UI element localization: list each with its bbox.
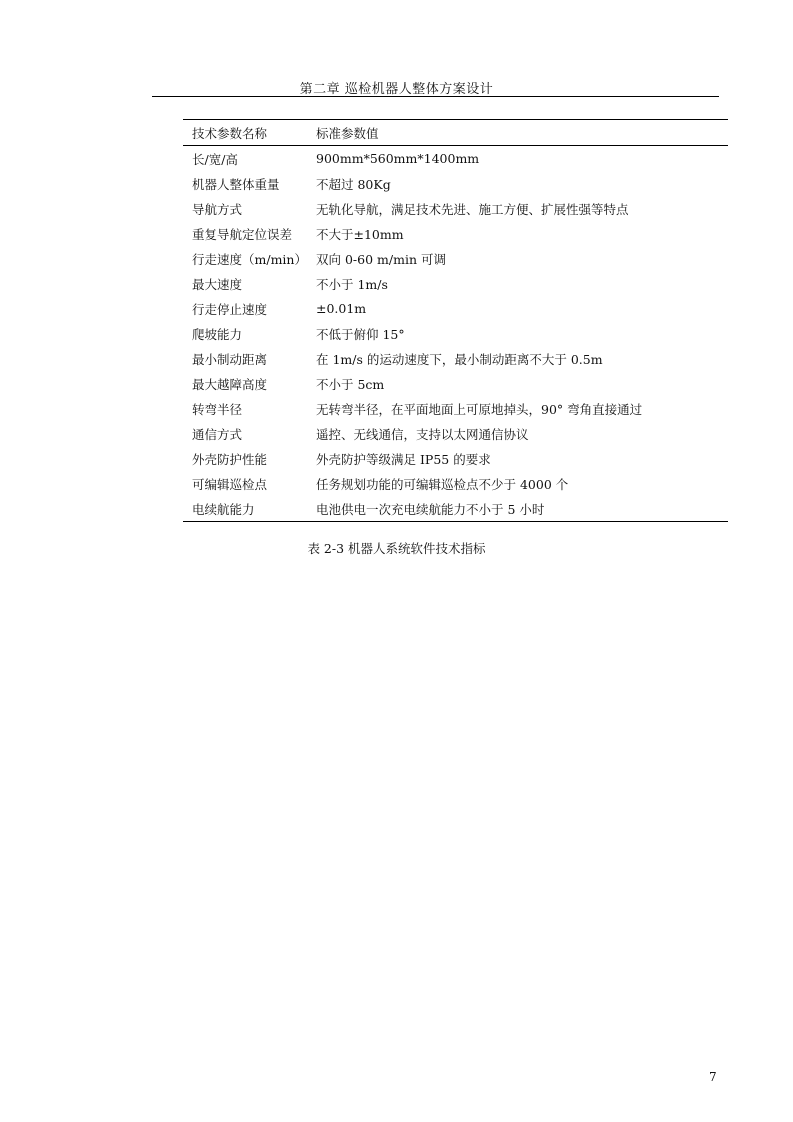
table-row	[183, 346, 728, 371]
table-caption: 表 2-3 机器人系统软件技术指标	[307, 541, 486, 556]
table-row	[183, 371, 728, 396]
param-value: 在 1m/s 的运动速度下，最小制动距离不大于 0.5m	[316, 351, 603, 367]
table-row	[183, 421, 728, 446]
param-value: 无轨化导航，满足技术先进、施工方便、扩展性强等特点	[316, 201, 629, 217]
param-name: 通信方式	[192, 426, 243, 442]
param-value: 双向 0-60 m/min 可调	[316, 251, 446, 267]
param-name: 长/宽/高	[192, 151, 238, 167]
param-value: 不小于 5cm	[316, 376, 385, 392]
table-row	[183, 396, 728, 421]
param-name: 最小制动距离	[192, 351, 268, 367]
page-number: 7	[709, 1070, 717, 1084]
table-row	[183, 196, 728, 221]
param-name: 转弯半径	[192, 401, 243, 417]
param-value: 遥控、无线通信，支持以太网通信协议	[316, 426, 529, 442]
param-value: 不低于俯仰 15°	[316, 326, 405, 342]
param-value: 不大于±10mm	[316, 226, 404, 242]
param-value: ±0.01m	[316, 301, 367, 316]
header-divider	[152, 96, 719, 97]
table-row	[183, 446, 728, 471]
param-value: 外壳防护等级满足 IP55 的要求	[316, 451, 491, 467]
table-row	[183, 321, 728, 346]
column-header-param: 技术参数名称	[192, 125, 268, 141]
param-name: 可编辑巡检点	[192, 476, 268, 492]
param-value: 任务规划功能的可编辑巡检点不少于 4000 个	[316, 476, 569, 492]
param-name: 外壳防护性能	[192, 451, 268, 467]
column-header-value: 标准参数值	[316, 125, 379, 141]
table-row	[183, 471, 728, 496]
table-row	[183, 296, 728, 321]
table-row	[183, 496, 728, 522]
param-value: 不小于 1m/s	[316, 276, 388, 292]
table-header-row	[183, 120, 728, 146]
param-name: 爬坡能力	[192, 326, 243, 342]
param-name: 行走速度（m/min）	[192, 251, 307, 267]
param-name: 最大越障高度	[192, 376, 268, 392]
table-row	[183, 221, 728, 246]
table-row	[183, 171, 728, 196]
param-value: 不超过 80Kg	[316, 176, 391, 192]
chapter-header: 第二章 巡检机器人整体方案设计	[299, 82, 494, 97]
table-row	[183, 246, 728, 271]
param-name: 重复导航定位误差	[192, 226, 293, 242]
param-name: 行走停止速度	[192, 301, 268, 317]
param-name: 导航方式	[192, 201, 243, 217]
param-name: 最大速度	[192, 276, 243, 292]
param-name: 电续航能力	[192, 501, 255, 517]
spec-table	[183, 119, 728, 522]
table-row	[183, 271, 728, 296]
table-row	[183, 146, 728, 172]
param-value: 900mm*560mm*1400mm	[316, 151, 480, 166]
param-name: 机器人整体重量	[192, 176, 280, 192]
param-value: 无转弯半径，在平面地面上可原地掉头，90° 弯角直接通过	[316, 401, 643, 417]
param-value: 电池供电一次充电续航能力不小于 5 小时	[316, 501, 545, 517]
